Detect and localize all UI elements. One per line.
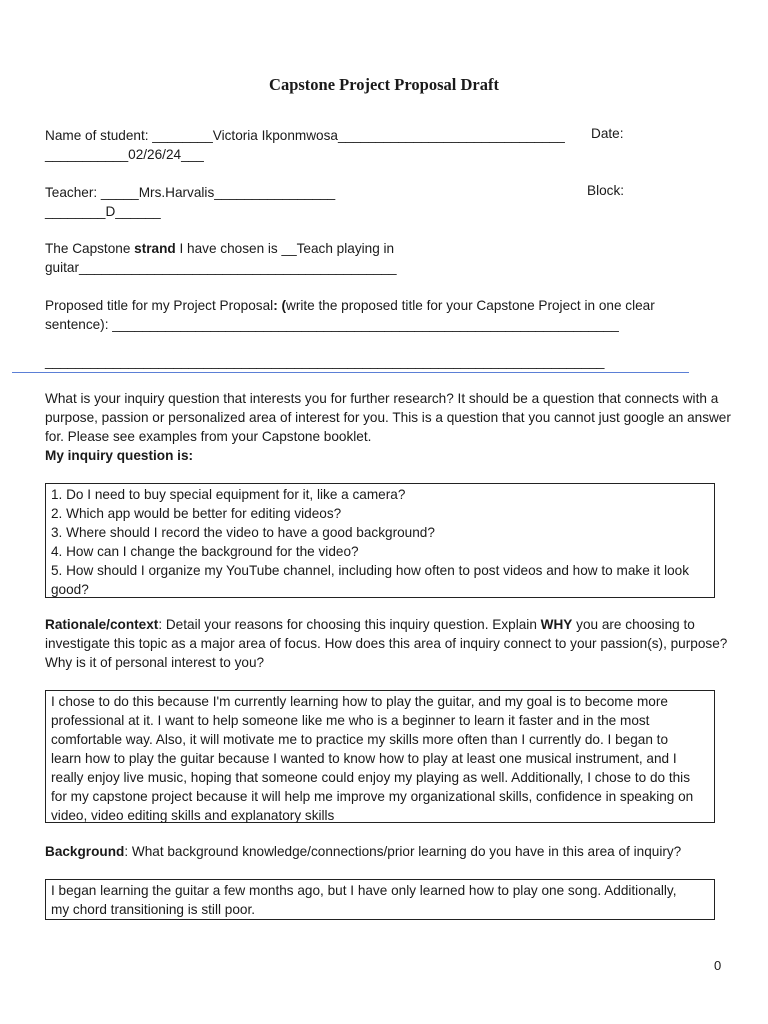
title-prompt-line-2: sentence): ___________________________________________________________________ — [45, 317, 619, 332]
date-label: Date: — [591, 126, 624, 141]
rationale-line: I chose to do this because I'm currently learning how to play the guitar, and my goal is to become more — [51, 694, 668, 709]
title-prompt-prefix: Proposed title for my Project Proposal — [45, 298, 274, 313]
document-title: Capstone Project Proposal Draft — [269, 75, 499, 94]
block-line: ________D______ — [45, 204, 161, 219]
rationale-answer-box[interactable] — [45, 690, 715, 823]
background-label: Background — [45, 844, 125, 859]
page-number: 0 — [714, 958, 722, 973]
inquiry-answer-box[interactable] — [45, 483, 715, 598]
rationale-line: comfortable way. Also, it will motivate me to practice my skills more often than I currently do. I began to — [51, 732, 669, 747]
title-prompt-bold: : ( — [273, 298, 287, 313]
rationale-prompt-text: : Detail your reasons for choosing this inquiry question. Explain — [158, 617, 541, 632]
background-prompt — [45, 842, 735, 861]
background-answer-box[interactable] — [45, 879, 715, 920]
inquiry-line: 3. Where should I record the video to have a good background? — [51, 525, 435, 540]
inquiry-label — [45, 446, 735, 465]
rationale-line: video, video editing skills and explanatory skills — [51, 808, 335, 823]
rationale-prompt — [45, 615, 735, 672]
inquiry-line: 1. Do I need to buy special equipment for it, like a camera? — [51, 487, 406, 502]
strand-suffix: I have chosen is __Teach playing in — [175, 241, 395, 256]
rationale-why: WHY — [540, 617, 573, 632]
rationale-line: professional at it. I want to help someone like me who is a beginner to learn it faster and in the most — [51, 713, 650, 728]
background-line: my chord transitioning is still poor. — [51, 902, 255, 917]
block-label: Block: — [587, 183, 625, 198]
strand-line — [45, 239, 735, 258]
strand-bold: strand — [134, 241, 176, 256]
rationale-line: really enjoy live music, hoping that someone could enjoy my playing as well. Additionally, I chose to do this — [51, 770, 690, 785]
student-name-line: Name of student: ________Victoria Ikponmwosa______________________________ — [45, 128, 565, 143]
strand-prefix: The Capstone — [45, 241, 135, 256]
inquiry-line: 5. How should I organize my YouTube channel, including how often to post videos and how to make it look — [51, 563, 690, 578]
section-divider — [12, 372, 689, 373]
rationale-label: Rationale/context — [45, 617, 159, 632]
rationale-prompt-text-2: you are choosing to investigate this topic as a major area of focus. How does this area of inquiry connect to your passion(s), purpose? Why is it of personal interest to you? — [45, 617, 728, 670]
title-prompt — [45, 296, 735, 315]
inquiry-line: 4. How can I change the background for the video? — [51, 544, 359, 559]
inquiry-line: good? — [51, 582, 89, 597]
inquiry-prompt: What is your inquiry question that interests you for further research? It should be a question that connects with a purpose, passion or personalized area of interest for you. This is a question that you cannot just google an answer for. Please see examples from your Capstone booklet. — [45, 391, 731, 444]
background-prompt-text: : What background knowledge/connections/prior learning do you have in this area of inquiry? — [124, 844, 682, 859]
title-prompt-suffix: write the proposed title for your Capstone Project in one clear — [286, 298, 655, 313]
title-blank-line: __________________________________________________________________________ — [45, 354, 605, 369]
date-line: ___________02/26/24___ — [45, 147, 204, 162]
strand-line-2: guitar__________________________________________ — [45, 260, 397, 275]
rationale-line: learn how to play the guitar because I wanted to know how to play at least one musical instrument, and I — [51, 751, 677, 766]
teacher-line: Teacher: _____Mrs.Harvalis________________ — [45, 185, 336, 200]
background-line: I began learning the guitar a few months ago, but I have only learned how to play one song. Additionally, — [51, 883, 677, 898]
rationale-line: for my capstone project because it will help me improve my organizational skills, confidence in speaking on — [51, 789, 694, 804]
inquiry-line: 2. Which app would be better for editing videos? — [51, 506, 342, 521]
inquiry-label-text: My inquiry question is: — [45, 448, 194, 463]
